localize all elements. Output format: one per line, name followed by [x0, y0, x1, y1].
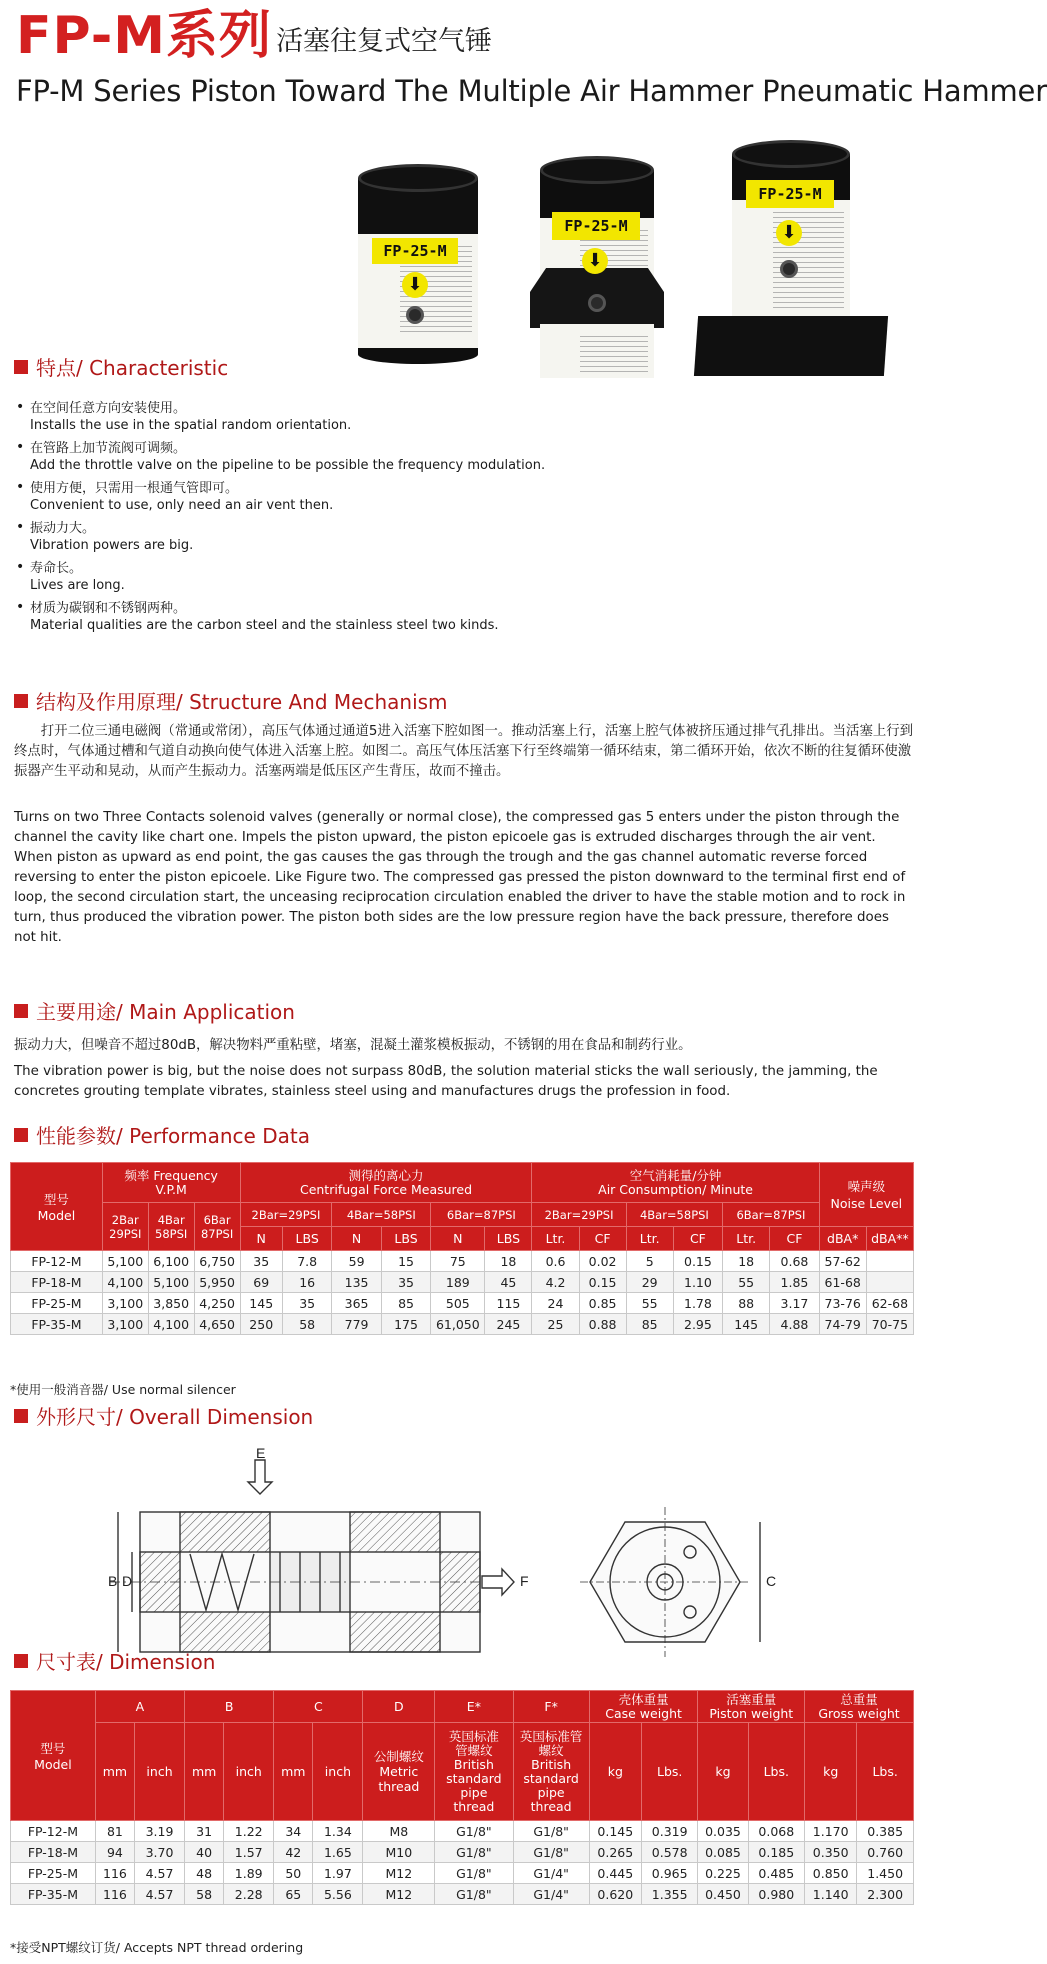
table-cell: 69: [240, 1272, 282, 1293]
table-row: [11, 1863, 914, 1884]
table-cell: 4,250: [194, 1293, 240, 1314]
table-row: [11, 1821, 914, 1842]
section-dimension: [14, 1646, 215, 1675]
table-cell: 0.450: [698, 1884, 748, 1905]
table-cell: G1/4": [513, 1863, 589, 1884]
arrow-down-icon: ⬇: [776, 220, 802, 246]
column-header: Ltr.: [723, 1227, 770, 1251]
structure-text-en: Turns on two Three Contacts solenoid valves (generally or normal close), the compressed gas 5 enters under the piston through the channel the cavity like chart one. Impels the piston upward, the piston epicoele gas is extruded discharges through the air vent. When piston as upward as end point, the gas causes the gas through the trough and the gas channel automatic reverse forced reversing to enter the piston epicoele. Like Figure two. The compressed gas pressed the piston downward to the terminal first end of loop, the second circulation start, the unceasing reciprocation circulation enabled the driver to have the stable motion and to rock in turn, thus produced the vibration power. The piston both sides are the low pressure region have the back pressure, therefore does not hit.: [14, 810, 906, 945]
column-header: 2Bar=29PSI: [240, 1203, 332, 1227]
table-cell: 0.265: [589, 1842, 641, 1863]
table-cell: 1.78: [673, 1293, 722, 1314]
column-header: E*: [435, 1691, 513, 1723]
column-header: 4Bar=58PSI: [332, 1203, 431, 1227]
model-cell: FP-35-M: [11, 1314, 103, 1335]
table-cell: 55: [626, 1293, 673, 1314]
table-cell: 58: [282, 1314, 331, 1335]
column-header: C: [274, 1691, 363, 1723]
table-cell: 16: [282, 1272, 331, 1293]
table-cell: 0.578: [641, 1842, 698, 1863]
table-cell: 75: [431, 1251, 485, 1272]
section-application: [14, 996, 295, 1025]
application-text-cn: 振动力大，但噪音不超过80dB，解决物料严重粘壁，堵塞，混凝土灌浆模板振动，不锈钢的用在食品和制药行业。: [14, 1038, 692, 1053]
characteristic-list: [14, 400, 574, 640]
table-cell: 0.485: [748, 1863, 805, 1884]
table-cell: 1.140: [805, 1884, 857, 1905]
table-cell: 0.145: [589, 1821, 641, 1842]
column-header: 6Bar=87PSI: [431, 1203, 532, 1227]
table-cell: 0.185: [748, 1842, 805, 1863]
product-label: FP-25-M: [372, 238, 458, 264]
table-cell: 5.56: [313, 1884, 363, 1905]
table-cell: 0.15: [673, 1251, 722, 1272]
dim-label-f: F: [520, 1573, 529, 1589]
table-cell: 0.980: [748, 1884, 805, 1905]
column-header: N: [431, 1227, 485, 1251]
table-cell: 7.8: [282, 1251, 331, 1272]
section-marker-icon: [14, 1128, 28, 1142]
dim-label-b: B: [108, 1573, 118, 1589]
column-header: mm: [95, 1723, 134, 1821]
table-cell: 0.620: [589, 1884, 641, 1905]
table-cell: 3.17: [770, 1293, 819, 1314]
table-cell: 116: [95, 1884, 134, 1905]
table-cell: 62-68: [866, 1293, 913, 1314]
section-marker-icon: [14, 1654, 28, 1668]
table-cell: 0.445: [589, 1863, 641, 1884]
table-cell: 58: [185, 1884, 224, 1905]
table-cell: 0.760: [857, 1842, 914, 1863]
column-header: 6Bar=87PSI: [723, 1203, 820, 1227]
table-cell: 74-79: [819, 1314, 866, 1335]
table-cell: 116: [95, 1863, 134, 1884]
column-header: inch: [224, 1723, 274, 1821]
table-row: [11, 1314, 914, 1335]
application-text-en: The vibration power is big, but the noise does not surpass 80dB, the solution material sticks the wall seriously, the jamming, the concretes grouting template vibrates, stainless steel using and manufactures drugs the profession in food.: [14, 1064, 878, 1099]
column-header: 2Bar=29PSI: [532, 1203, 626, 1227]
dim-label-d: D: [122, 1573, 133, 1589]
table-cell: 5,100: [148, 1272, 194, 1293]
structure-text-cn: 打开二位三通电磁阀（常通或常闭），高压气体通过通道5进入活塞下腔如图一。推动活塞上行，活塞上腔气体被挤压通过排气孔排出。当活塞上行到终点时，气体通过槽和气道自动换向使气体进入活塞上腔。如图二。高压气体压活塞下行至终端第一循环结束，第二循环开始，依次不断的往复循环使激振器产生平动和晃动，从而产生振动力。活塞两端是低压区产生背压，故而不撞击。: [14, 724, 914, 779]
section-title: 主要用途/ Main Application: [36, 1000, 295, 1024]
table-cell: 65: [274, 1884, 313, 1905]
column-header: D: [363, 1691, 435, 1723]
table-cell: 1.450: [857, 1863, 914, 1884]
table-cell: G1/8": [435, 1842, 513, 1863]
section-marker-icon: [14, 1409, 28, 1423]
list-item: • 寿命长。 Lives are long.: [14, 560, 574, 594]
table-cell: 88: [723, 1293, 770, 1314]
section-performance: [14, 1120, 310, 1149]
model-cell: FP-25-M: [11, 1863, 96, 1884]
table-cell: 55: [723, 1272, 770, 1293]
section-title: 性能参数/ Performance Data: [36, 1124, 310, 1148]
table-cell: 35: [240, 1251, 282, 1272]
table-cell: G1/8": [435, 1884, 513, 1905]
air-inlet-port: [406, 306, 424, 324]
table-cell: M10: [363, 1842, 435, 1863]
table-cell: 61,050: [431, 1314, 485, 1335]
table-cell: 0.350: [805, 1842, 857, 1863]
table-cell: 145: [723, 1314, 770, 1335]
table-cell: 0.850: [805, 1863, 857, 1884]
column-header: LBS: [282, 1227, 331, 1251]
table-cell: 59: [332, 1251, 381, 1272]
column-header: CF: [770, 1227, 819, 1251]
column-header: N: [240, 1227, 282, 1251]
table-cell: 45: [485, 1272, 532, 1293]
col-frequency: 频率 Frequency V.P.M: [102, 1163, 240, 1203]
table-cell: 4,650: [194, 1314, 240, 1335]
table-cell: 135: [332, 1272, 381, 1293]
list-item: • 使用方便，只需用一根通气管即可。 Convenient to use, only need an air vent then.: [14, 480, 574, 514]
table-row: [11, 1884, 914, 1905]
dim-label-c: C: [766, 1573, 777, 1589]
table-cell: 15: [381, 1251, 430, 1272]
table-cell: 0.15: [579, 1272, 626, 1293]
column-header: kg: [698, 1723, 748, 1821]
table-cell: 4,100: [148, 1314, 194, 1335]
table-cell: 0.6: [532, 1251, 579, 1272]
column-header: 英国标准管 螺纹 British standard pipe thread: [513, 1723, 589, 1821]
column-header: Lbs.: [748, 1723, 805, 1821]
table-cell: 48: [185, 1863, 224, 1884]
hammer-product-1: [358, 164, 478, 364]
section-title: 外形尺寸/ Overall Dimension: [36, 1405, 314, 1429]
column-header: 2Bar 29PSI: [102, 1203, 148, 1251]
list-item: • 在管路上加节流阀可调频。 Add the throttle valve on the pipeline to be possible the frequency modulation.: [14, 440, 574, 474]
section-title: 结构及作用原理/ Structure And Mechanism: [36, 690, 448, 714]
arrow-down-icon: ⬇: [402, 272, 428, 298]
section-characteristic: [14, 352, 228, 381]
list-item: • 材质为碳钢和不锈钢两种。 Material qualities are the carbon steel and the stainless steel two kinds.: [14, 600, 574, 634]
table-cell: 4.2: [532, 1272, 579, 1293]
table-row: [11, 1842, 914, 1863]
table-cell: 250: [240, 1314, 282, 1335]
table-cell: 85: [626, 1314, 673, 1335]
table-cell: 3.70: [135, 1842, 185, 1863]
table-cell: 34: [274, 1821, 313, 1842]
table-cell: G1/4": [513, 1884, 589, 1905]
col-model: 型号 Model: [11, 1163, 103, 1251]
series-subtitle-cn: 活塞往复式空气锤: [276, 26, 493, 57]
table-cell: 50: [274, 1863, 313, 1884]
product-photos: [340, 130, 900, 390]
column-header: 4Bar 58PSI: [148, 1203, 194, 1251]
column-header: kg: [589, 1723, 641, 1821]
table-cell: 18: [723, 1251, 770, 1272]
performance-table: [10, 1162, 914, 1335]
table-cell: 0.035: [698, 1821, 748, 1842]
table-cell: 0.385: [857, 1821, 914, 1842]
table-cell: 505: [431, 1293, 485, 1314]
table-cell: 1.355: [641, 1884, 698, 1905]
arrow-down-icon: ⬇: [582, 248, 608, 274]
column-header: 总重量 Gross weight: [805, 1691, 914, 1723]
table-cell: 2.300: [857, 1884, 914, 1905]
column-header: Ltr.: [626, 1227, 673, 1251]
model-cell: FP-18-M: [11, 1272, 103, 1293]
table-cell: 0.965: [641, 1863, 698, 1884]
column-header: Lbs.: [857, 1723, 914, 1821]
column-header: mm: [274, 1723, 313, 1821]
table-cell: 145: [240, 1293, 282, 1314]
column-header: F*: [513, 1691, 589, 1723]
dim-label-e: E: [256, 1445, 266, 1461]
model-cell: FP-25-M: [11, 1293, 103, 1314]
table-row: [11, 1251, 914, 1272]
table-cell: 25: [532, 1314, 579, 1335]
col-noise-level: 噪声级 Noise Level: [819, 1163, 913, 1227]
table-cell: [866, 1272, 913, 1293]
air-inlet-port: [780, 260, 798, 278]
column-header: N: [332, 1227, 381, 1251]
table-cell: 175: [381, 1314, 430, 1335]
product-label: FP-25-M: [746, 180, 834, 208]
table-cell: G1/8": [513, 1821, 589, 1842]
section-overall-dimension: [14, 1401, 313, 1430]
column-header: 活塞重量 Piston weight: [698, 1691, 805, 1723]
table-cell: M8: [363, 1821, 435, 1842]
table-cell: 189: [431, 1272, 485, 1293]
column-header: CF: [579, 1227, 626, 1251]
model-cell: FP-12-M: [11, 1821, 96, 1842]
table-cell: 18: [485, 1251, 532, 1272]
table-cell: 1.85: [770, 1272, 819, 1293]
table-cell: 35: [381, 1272, 430, 1293]
column-header: B: [185, 1691, 274, 1723]
section-marker-icon: [14, 694, 28, 708]
table-cell: 3.19: [135, 1821, 185, 1842]
column-header: Lbs.: [641, 1723, 698, 1821]
table-cell: 1.57: [224, 1842, 274, 1863]
table-row: [11, 1293, 914, 1314]
table-cell: 3,100: [102, 1293, 148, 1314]
column-header: mm: [185, 1723, 224, 1821]
table-row: [11, 1272, 914, 1293]
table-cell: 2.95: [673, 1314, 722, 1335]
table-cell: 1.10: [673, 1272, 722, 1293]
series-title-en: FP-M Series Piston Toward The Multiple Air Hammer Pneumatic Hammer: [16, 74, 1047, 108]
model-cell: FP-35-M: [11, 1884, 96, 1905]
model-cell: FP-12-M: [11, 1251, 103, 1272]
table-cell: 0.88: [579, 1314, 626, 1335]
column-header: LBS: [485, 1227, 532, 1251]
column-header: 壳体重量 Case weight: [589, 1691, 698, 1723]
table-cell: 115: [485, 1293, 532, 1314]
table-cell: 94: [95, 1842, 134, 1863]
product-label: FP-25-M: [552, 212, 640, 240]
table-cell: 0.319: [641, 1821, 698, 1842]
dimension-drawing: [108, 1445, 890, 1692]
table-cell: 5,100: [102, 1251, 148, 1272]
list-item: • 在空间任意方向安装使用。 Installs the use in the spatial random orientation.: [14, 400, 574, 434]
section-marker-icon: [14, 1004, 28, 1018]
table-cell: 1.89: [224, 1863, 274, 1884]
col-air-consumption: 空气消耗量/分钟 Air Consumption/ Minute: [532, 1163, 819, 1203]
table-cell: 35: [282, 1293, 331, 1314]
column-header: kg: [805, 1723, 857, 1821]
table-cell: [866, 1251, 913, 1272]
table-cell: 4.57: [135, 1863, 185, 1884]
table-cell: 3,100: [102, 1314, 148, 1335]
table-cell: 31: [185, 1821, 224, 1842]
table-cell: 73-76: [819, 1293, 866, 1314]
column-header: 4Bar=58PSI: [626, 1203, 723, 1227]
table-cell: 57-62: [819, 1251, 866, 1272]
column-header: 6Bar 87PSI: [194, 1203, 240, 1251]
dimension-note: *接受NPT螺纹订货/ Accepts NPT thread ordering: [10, 1940, 304, 1955]
table-cell: 365: [332, 1293, 381, 1314]
table-cell: 24: [532, 1293, 579, 1314]
table-cell: 0.068: [748, 1821, 805, 1842]
table-cell: 4.57: [135, 1884, 185, 1905]
table-cell: 61-68: [819, 1272, 866, 1293]
table-cell: G1/8": [435, 1863, 513, 1884]
column-header: CF: [673, 1227, 722, 1251]
table-cell: 245: [485, 1314, 532, 1335]
column-header: A: [95, 1691, 184, 1723]
table-cell: 1.170: [805, 1821, 857, 1842]
table-cell: 0.02: [579, 1251, 626, 1272]
section-structure: [14, 686, 448, 715]
table-cell: G1/8": [513, 1842, 589, 1863]
model-cell: FP-18-M: [11, 1842, 96, 1863]
table-cell: 42: [274, 1842, 313, 1863]
performance-note: *使用一般消音器/ Use normal silencer: [10, 1382, 236, 1397]
table-cell: 2.28: [224, 1884, 274, 1905]
table-cell: 0.68: [770, 1251, 819, 1272]
table-cell: 5: [626, 1251, 673, 1272]
table-cell: 1.97: [313, 1863, 363, 1884]
section-title: 特点/ Characteristic: [36, 356, 229, 380]
column-header: 英国标准 管螺纹 British standard pipe thread: [435, 1723, 513, 1821]
section-title: 尺寸表/ Dimension: [36, 1650, 216, 1674]
table-cell: 4,100: [102, 1272, 148, 1293]
table-cell: 1.34: [313, 1821, 363, 1842]
table-cell: 4.88: [770, 1314, 819, 1335]
table-cell: 70-75: [866, 1314, 913, 1335]
column-header: Ltr.: [532, 1227, 579, 1251]
table-cell: 0.225: [698, 1863, 748, 1884]
table-cell: 3,850: [148, 1293, 194, 1314]
table-cell: 1.65: [313, 1842, 363, 1863]
column-header: LBS: [381, 1227, 430, 1251]
col-centrifugal-force: 测得的离心力 Centrifugal Force Measured: [240, 1163, 532, 1203]
table-cell: 0.85: [579, 1293, 626, 1314]
table-cell: 6,750: [194, 1251, 240, 1272]
table-cell: G1/8": [435, 1821, 513, 1842]
table-cell: 0.085: [698, 1842, 748, 1863]
column-header: dBA*: [819, 1227, 866, 1251]
table-cell: 779: [332, 1314, 381, 1335]
column-header: 公制螺纹 Metric thread: [363, 1723, 435, 1821]
table-cell: M12: [363, 1863, 435, 1884]
column-header: inch: [313, 1723, 363, 1821]
series-title: FP-M系列: [16, 6, 273, 66]
hammer-product-3: [732, 140, 850, 380]
list-item: • 振动力大。 Vibration powers are big.: [14, 520, 574, 554]
page-header: [16, 6, 1047, 108]
table-cell: 29: [626, 1272, 673, 1293]
table-cell: 40: [185, 1842, 224, 1863]
table-cell: 5,950: [194, 1272, 240, 1293]
column-header: dBA**: [866, 1227, 913, 1251]
table-cell: 6,100: [148, 1251, 194, 1272]
col-model: 型号 Model: [11, 1691, 96, 1821]
column-header: inch: [135, 1723, 185, 1821]
table-cell: M12: [363, 1884, 435, 1905]
air-inlet-port: [588, 294, 606, 312]
table-cell: 81: [95, 1821, 134, 1842]
table-cell: 85: [381, 1293, 430, 1314]
section-marker-icon: [14, 360, 28, 374]
dimension-table: [10, 1690, 914, 1905]
table-cell: 1.22: [224, 1821, 274, 1842]
hammer-product-2: [540, 156, 654, 376]
